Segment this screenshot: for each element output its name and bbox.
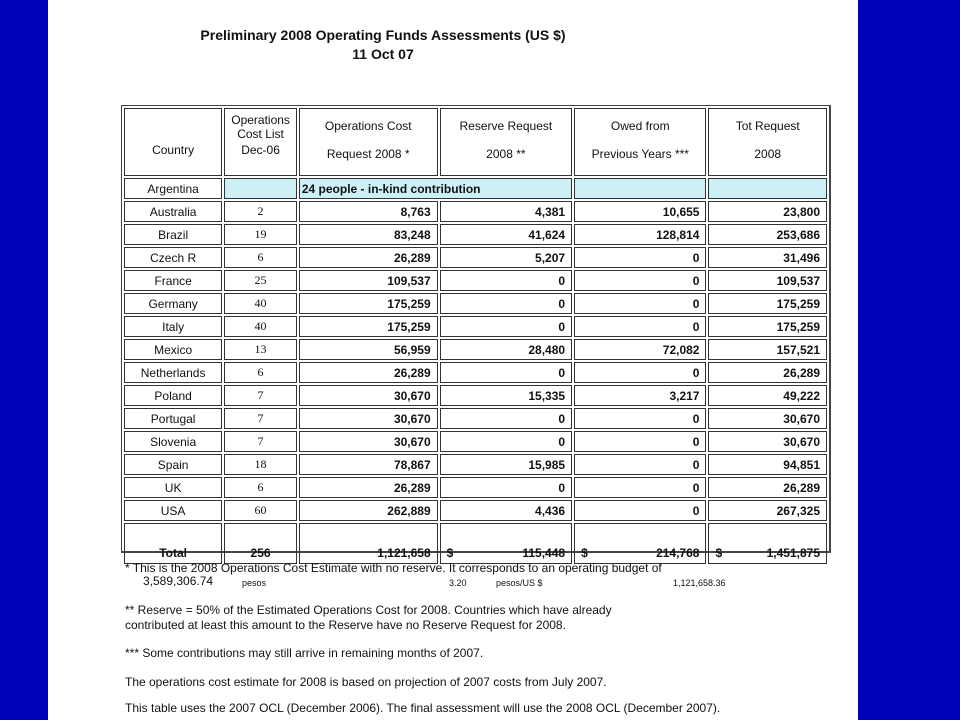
table-row (124, 224, 827, 245)
cell-ops: 56,959 (299, 339, 438, 360)
assessment-table-frame (121, 105, 831, 560)
cell-owed: 0 (574, 316, 706, 337)
cell-tot: 175,259 (708, 316, 827, 337)
cell-ocl: 6 (224, 477, 297, 498)
cell-ocl: 7 (224, 385, 297, 406)
cell-ops: 83,248 (299, 224, 438, 245)
note-1-text: * This is the 2008 Operations Cost Estimate with no reserve. It corresponds to an operating budget of (125, 561, 662, 575)
cell-reserve: 0 (440, 408, 572, 429)
cell-ocl: 60 (224, 500, 297, 521)
cell-country: Spain (124, 454, 222, 475)
table-row (124, 431, 827, 452)
assessment-table (122, 106, 829, 566)
cell-tot: 94,851 (708, 454, 827, 475)
cell-tot: 26,289 (708, 477, 827, 498)
note-reserve (125, 603, 825, 633)
document-title (48, 26, 718, 64)
total-owed: $ 214,768 (574, 523, 706, 564)
cell-tot: 23,800 (708, 201, 827, 222)
cell-ops: 262,889 (299, 500, 438, 521)
cell-ocl: 6 (224, 247, 297, 268)
cell-owed: 0 (574, 362, 706, 383)
cell-ops: 26,289 (299, 362, 438, 383)
total-row (124, 523, 827, 564)
pesos-value: 3,589,306.74 (143, 574, 214, 588)
cell-tot: 175,259 (708, 293, 827, 314)
cell-ocl: 18 (224, 454, 297, 475)
cell-ocl: 40 (224, 316, 297, 337)
cell-ocl: 7 (224, 431, 297, 452)
cell-ops: 175,259 (299, 293, 438, 314)
currency-sign: $ (581, 546, 588, 560)
cell-owed: 0 (574, 500, 706, 521)
cell-country: Australia (124, 201, 222, 222)
cell-country: Slovenia (124, 431, 222, 452)
cell-country: USA (124, 500, 222, 521)
cell-country: Czech R (124, 247, 222, 268)
table-row (124, 270, 827, 291)
exchange-rate: 3.20 (449, 578, 467, 588)
cell-ocl: 6 (224, 362, 297, 383)
cell-ocl: 25 (224, 270, 297, 291)
cell-tot: 31,496 (708, 247, 827, 268)
table-row (124, 316, 827, 337)
table-row (124, 408, 827, 429)
table-row (124, 339, 827, 360)
table-row (124, 385, 827, 406)
cell-country: Italy (124, 316, 222, 337)
cell-tot: 30,670 (708, 408, 827, 429)
cell-reserve: 0 (440, 293, 572, 314)
cell-owed: 0 (574, 431, 706, 452)
header-tot-request: Tot Request 2008 (708, 108, 827, 176)
cell-ocl: 7 (224, 408, 297, 429)
cell-inkind-note: 24 people - in-kind contribution (299, 178, 572, 199)
cell-ops: 78,867 (299, 454, 438, 475)
cell-country: Mexico (124, 339, 222, 360)
cell-owed: 0 (574, 454, 706, 475)
currency-sign: $ (715, 546, 723, 560)
cell-owed: 128,814 (574, 224, 706, 245)
table-row (124, 477, 827, 498)
currency-sign: $ (446, 546, 454, 560)
cell-ops: 26,289 (299, 247, 438, 268)
cell-country: Netherlands (124, 362, 222, 383)
note-2-line-2: contributed at least this amount to the Reserve have no Reserve Request for 2008. (125, 618, 566, 632)
cell-owed: 3,217 (574, 385, 706, 406)
cell-reserve: 0 (440, 477, 572, 498)
cell-owed (574, 178, 706, 199)
cell-ocl: 13 (224, 339, 297, 360)
total-ocl: 256 (224, 523, 297, 564)
cell-reserve: 15,985 (440, 454, 572, 475)
total-ops: 1,121,658 (299, 523, 438, 564)
cell-owed: 10,655 (574, 201, 706, 222)
cell-reserve: 4,436 (440, 500, 572, 521)
document-page (48, 0, 858, 720)
cell-ops: 30,670 (299, 408, 438, 429)
cell-country: Poland (124, 385, 222, 406)
table-row (124, 500, 827, 521)
cell-tot: 157,521 (708, 339, 827, 360)
cell-tot: 49,222 (708, 385, 827, 406)
header-operations-cost: Operations Cost Request 2008 * (299, 108, 438, 176)
note-ocl: This table uses the 2007 OCL (December 2006). The final assessment will use the 2008 OCL (December 2007). (125, 701, 721, 715)
total-reserve: $ 115,448 (440, 523, 572, 564)
cell-reserve: 15,335 (440, 385, 572, 406)
cell-country: Argentina (124, 178, 222, 199)
cell-tot (708, 178, 827, 199)
cell-country: UK (124, 477, 222, 498)
cell-ops: 8,763 (299, 201, 438, 222)
cell-owed: 0 (574, 247, 706, 268)
cell-ops: 26,289 (299, 477, 438, 498)
note-1-budget (125, 576, 825, 589)
cell-tot: 253,686 (708, 224, 827, 245)
table-row-argentina (124, 178, 827, 199)
table-row (124, 201, 827, 222)
cell-ops: 175,259 (299, 316, 438, 337)
cell-ops: 30,670 (299, 431, 438, 452)
cell-owed: 0 (574, 408, 706, 429)
header-reserve-request: Reserve Request 2008 ** (440, 108, 572, 176)
total-label: Total (124, 523, 222, 564)
header-row (124, 108, 827, 176)
cell-ops: 109,537 (299, 270, 438, 291)
header-ocl: Operations Cost List Dec-06 (224, 108, 297, 176)
cell-reserve: 0 (440, 431, 572, 452)
title-date: 11 Oct 07 (352, 46, 414, 62)
cell-ocl: 2 (224, 201, 297, 222)
header-country: Country (124, 108, 222, 176)
cell-ocl: 19 (224, 224, 297, 245)
note-2-line-1: ** Reserve = 50% of the Estimated Operations Cost for 2008. Countries which have already (125, 603, 612, 617)
cell-country: France (124, 270, 222, 291)
total-tot: $ 1,451,875 (708, 523, 827, 564)
cell-reserve: 5,207 (440, 247, 572, 268)
cell-owed: 0 (574, 293, 706, 314)
cell-tot: 26,289 (708, 362, 827, 383)
cell-reserve: 41,624 (440, 224, 572, 245)
cell-reserve: 0 (440, 362, 572, 383)
cell-country: Brazil (124, 224, 222, 245)
table-row (124, 293, 827, 314)
header-owed: Owed from Previous Years *** (574, 108, 706, 176)
table-row (124, 362, 827, 383)
cell-owed: 0 (574, 477, 706, 498)
cell-reserve: 0 (440, 316, 572, 337)
cell-owed: 0 (574, 270, 706, 291)
cell-reserve: 28,480 (440, 339, 572, 360)
cell-ocl: 40 (224, 293, 297, 314)
note-operations-cost (125, 561, 825, 589)
usd-value: 1,121,658.36 (673, 578, 726, 588)
note-projection: The operations cost estimate for 2008 is based on projection of 2007 costs from July 2007. (125, 675, 607, 689)
cell-country: Portugal (124, 408, 222, 429)
cell-owed: 72,082 (574, 339, 706, 360)
cell-country: Germany (124, 293, 222, 314)
cell-ocl (224, 178, 297, 199)
cell-reserve: 0 (440, 270, 572, 291)
note-contributions: *** Some contributions may still arrive in remaining months of 2007. (125, 646, 484, 660)
cell-reserve: 4,381 (440, 201, 572, 222)
cell-tot: 267,325 (708, 500, 827, 521)
cell-tot: 109,537 (708, 270, 827, 291)
table-row (124, 247, 827, 268)
table-row (124, 454, 827, 475)
cell-tot: 30,670 (708, 431, 827, 452)
cell-ops: 30,670 (299, 385, 438, 406)
title-line-1: Preliminary 2008 Operating Funds Assessments (US $) (200, 27, 566, 43)
exchange-rate-label: pesos/US $ (496, 578, 543, 588)
pesos-label: pesos (242, 578, 267, 588)
